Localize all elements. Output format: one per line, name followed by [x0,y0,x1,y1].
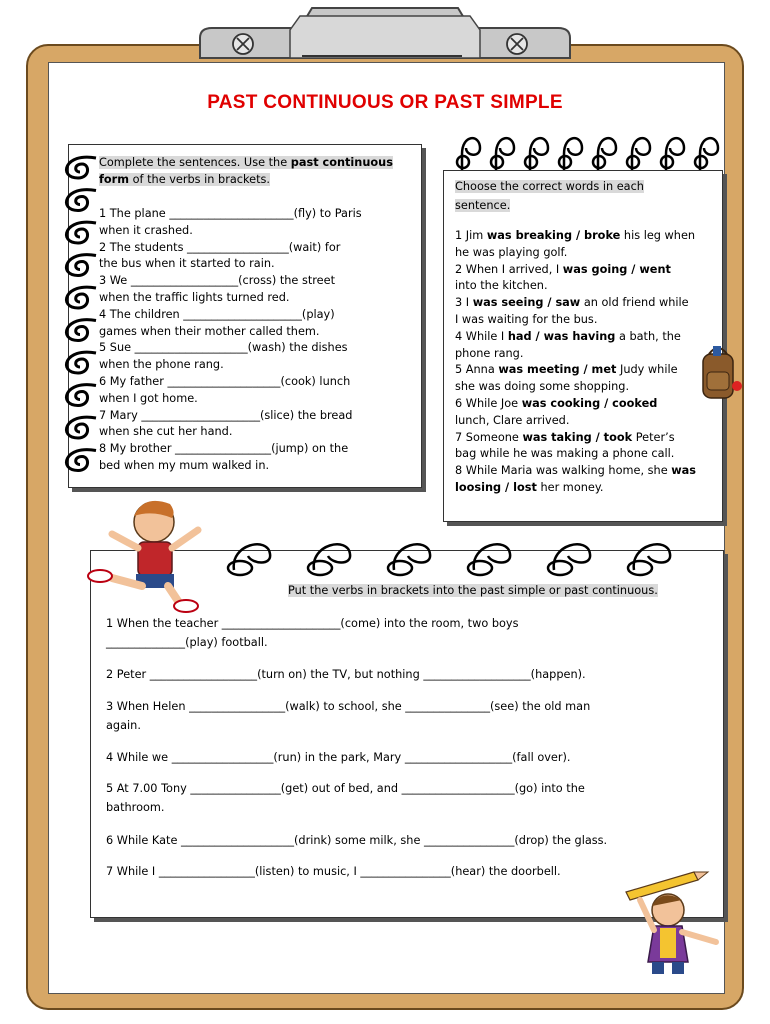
exercise3-instruction: Put the verbs in brackets into the past simple or past continuous. [288,584,658,597]
exercise3-line: 3 When Helen _________________(walk) to school, she _______________(see) the old man [106,700,591,713]
exercise1-line: 4 The children _____________________(play) [99,307,335,321]
exercise1-line: games when their mother called them. [99,324,320,338]
exercise1-line: 8 My brother _________________(jump) on the [99,442,349,456]
exercise2-line: loosing / lost her money. [455,480,604,494]
spiral-binding-top-icon [440,126,730,176]
exercise1-line: 6 My father ____________________(cook) lunch [99,374,351,388]
boy-with-pencil-illustration [616,866,728,978]
exercise3-line: 5 At 7.00 Tony ________________(get) out of bed, and ____________________(go) into the [106,782,585,795]
spiral-binding-bottom-icon [200,530,680,580]
exercise1-sentences [99,206,419,475]
exercise1-line: when I got home. [99,391,198,405]
exercise2-line: 1 Jim was breaking / broke his leg when [455,229,696,242]
exercise1-line: when she cut her hand. [99,425,233,439]
exercise2-line: bag while he was making a phone call. [455,447,675,461]
exercise3-line: 4 While we __________________(run) in the park, Mary ___________________(fall over). [106,751,571,764]
exercise2-line: 5 Anna was meeting / met Judy while [455,363,678,377]
exercise2-line: 4 While I had / was having a bath, the [455,329,681,343]
exercise3-line: bathroom. [106,801,165,814]
exercise1-line: when the phone rang. [99,358,224,372]
exercise2-line: 2 When I arrived, I was going / went [455,262,671,276]
exercise2-line: into the kitchen. [455,279,548,293]
exercise1-line: 5 Sue ____________________(wash) the dishes [99,341,348,355]
exercise3-line: 6 While Kate ____________________(drink) some milk, she ________________(drop) the glass. [106,834,608,847]
exercise2-line: 6 While Joe was cooking / cooked [455,396,658,410]
exercise1-line: 7 Mary _____________________(slice) the bread [99,408,353,422]
exercise3-line: 1 When the teacher _____________________(come) into the room, two boys [106,617,519,630]
exercise1-line: bed when my mum walked in. [99,458,270,472]
exercise1-line: when the traffic lights turned red. [99,290,290,304]
exercise2-line: 3 I was seeing / saw an old friend while [455,296,689,310]
exercise3-line: 2 Peter ___________________(turn on) the TV, but nothing ___________________(happen). [106,668,586,681]
exercise3-line: again. [106,719,141,732]
exercise2-line: she was doing some shopping. [455,380,630,394]
exercise1-line: 3 We ___________________(cross) the street [99,274,336,288]
spiral-binding-left-icon [44,148,104,478]
exercise3-line: 7 While I _________________(listen) to music, I ________________(hear) the doorbell. [106,865,561,878]
exercise1-line: 1 The plane ______________________(fly) to Paris [99,207,362,220]
exercise2-line: 8 While Maria was walking home, she was [455,464,697,478]
page-title: PAST CONTINUOUS OR PAST SIMPLE [207,92,563,113]
exercise1-line: when it crashed. [99,223,193,237]
exercise2-instruction: Choose the correct words in each sentence. [455,180,644,212]
exercise2-sentences [455,228,720,497]
clip-screw-left-icon [233,34,253,54]
exercise2-line: phone rang. [455,346,524,360]
backpack-icon [697,340,747,410]
exercise2-line: 7 Someone was taking / took Peter’s [455,430,675,444]
exercise1-instruction: Complete the sentences. Use the past continuous form of the verbs in brackets. [99,156,393,186]
exercise2-line: lunch, Clare arrived. [455,413,570,427]
exercise2-line: I was waiting for the bus. [455,312,598,326]
exercise2-line: he was playing golf. [455,245,568,259]
exercise1-line: 2 The students __________________(wait) for [99,240,341,254]
clipboard-clip [0,0,770,90]
exercise3-line: ______________(play) football. [106,636,268,649]
exercise1-line: the bus when it started to rain. [99,257,275,271]
running-boy-illustration [82,490,222,620]
clip-screw-right-icon [507,34,527,54]
